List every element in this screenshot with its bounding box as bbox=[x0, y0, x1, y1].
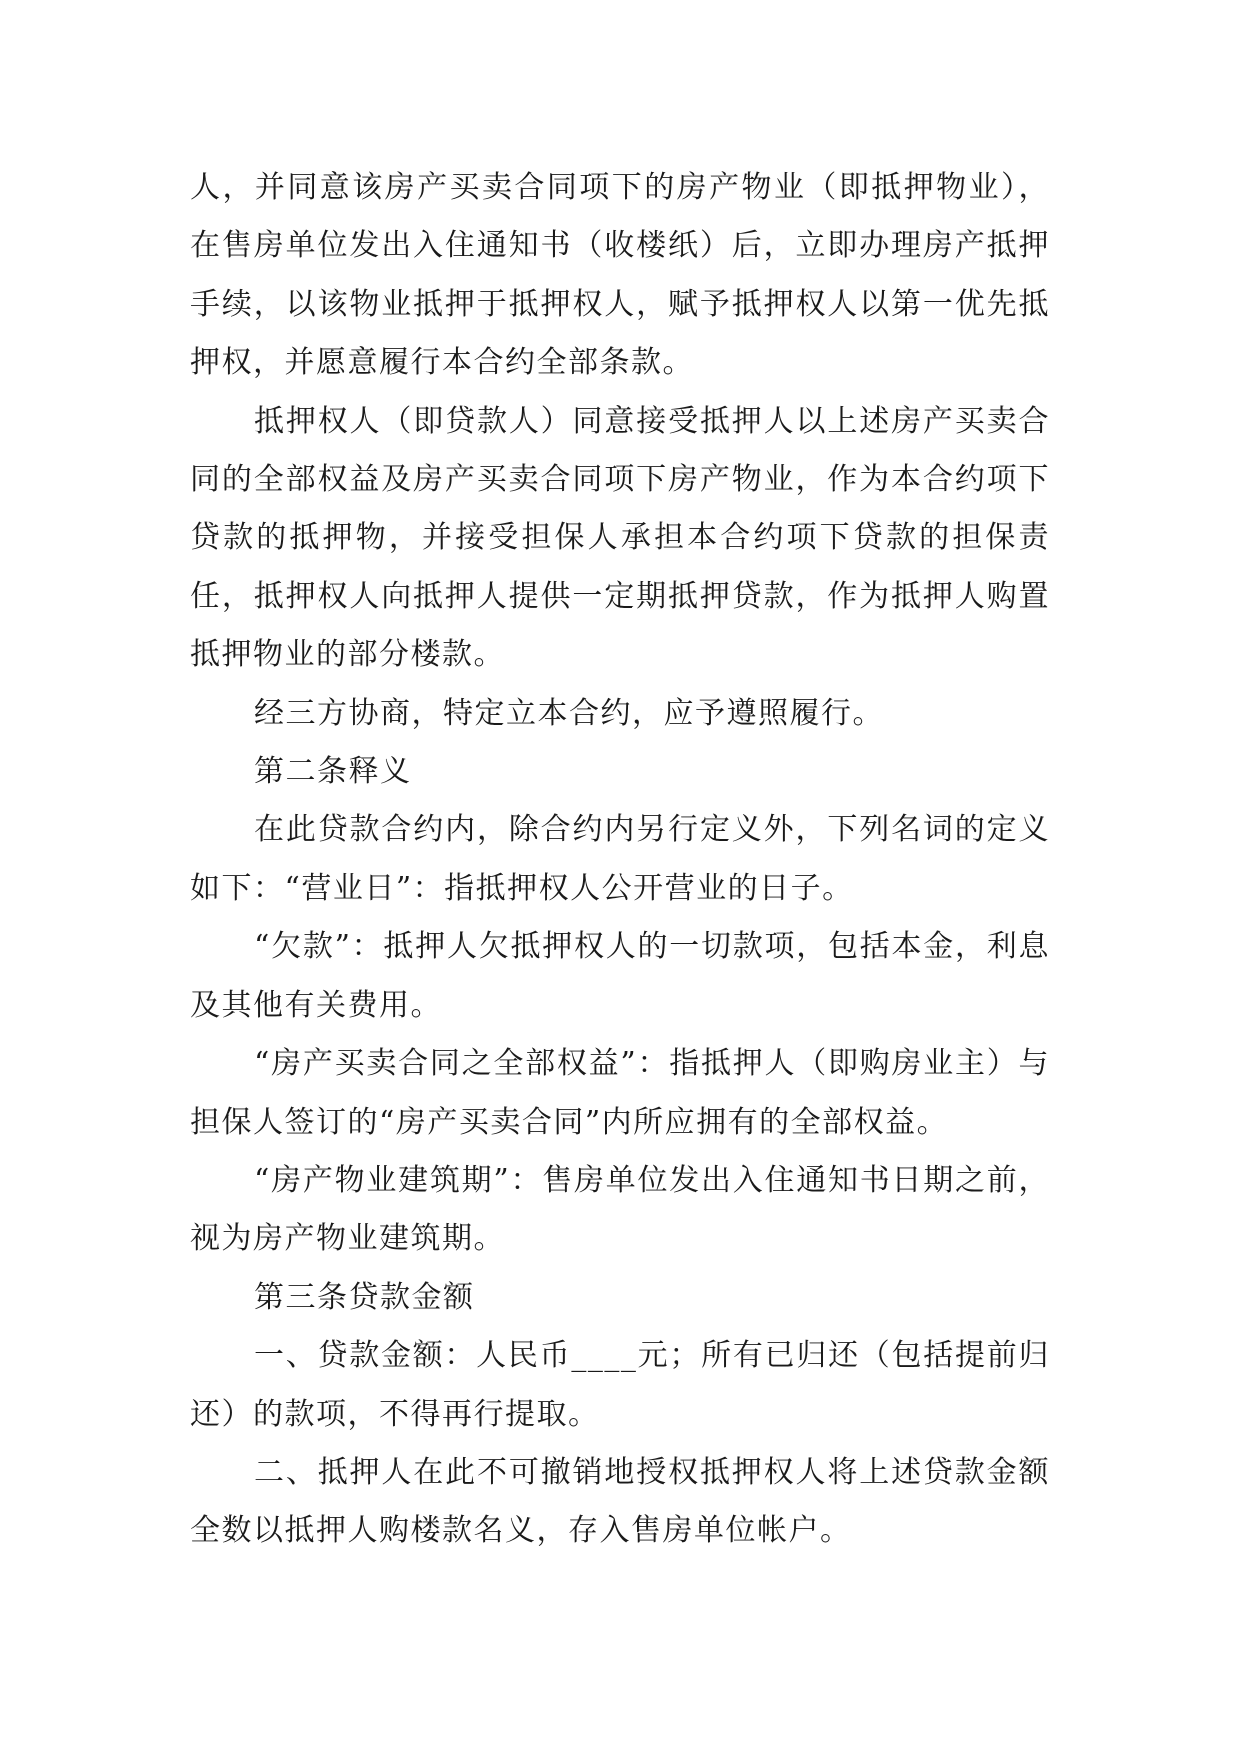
paragraph-loan-authorization: 二、抵押人在此不可撤销地授权抵押权人将上述贷款金额全数以抵押人购楼款名义，存入售房单位帐户。 bbox=[190, 1454, 1050, 1549]
paragraph-definition-rights: “房产买卖合同之全部权益”：指抵押人（即购房业主）与担保人签订的“房产买卖合同”内所应拥有的全部权益。 bbox=[190, 1046, 1050, 1140]
paragraph-definitions-intro: 在此贷款合约内，除合约内另行定义外，下列名词的定义如下：“营业日”：指抵押权人公开营业的日子。 bbox=[190, 812, 1050, 906]
paragraph-definition-construction: “房产物业建筑期”：售房单位发出入住通知书日期之前，视为房产物业建筑期。 bbox=[190, 1162, 1050, 1257]
paragraph-loan-amount: 一、贷款金额：人民币____元；所有已归还（包括提前归还）的款项，不得再行提取。 bbox=[190, 1338, 1050, 1432]
heading-article-2: 第二条释义 bbox=[254, 754, 412, 790]
paragraph-mortgage-intro: 人，并同意该房产买卖合同项下的房产物业（即抵押物业），在售房单位发出入住通知书（收楼纸）后，立即办理房产抵押手续，以该物业抵押于抵押权人，赋予抵押权人以第一优先抵押权，并愿意履行本合约全部条款。 bbox=[190, 170, 1050, 381]
paragraph-agreement: 经三方协商，特定立本合约，应予遵照履行。 bbox=[254, 695, 884, 731]
paragraph-mortgagee-consent: 抵押权人（即贷款人）同意接受抵押人以上述房产买卖合同的全部权益及房产买卖合同项下房产物业，作为本合约项下贷款的抵押物，并接受担保人承担本合约项下贷款的担保责任，抵押权人向抵押人提供一定期抵押贷款，作为抵押人购置抵押物业的部分楼款。 bbox=[190, 403, 1050, 673]
heading-article-3: 第三条贷款金额 bbox=[254, 1279, 475, 1315]
document-body bbox=[190, 159, 1050, 1561]
paragraph-definition-debt: “欠款”：抵押人欠抵押权人的一切款项，包括本金，利息及其他有关费用。 bbox=[190, 929, 1050, 1023]
